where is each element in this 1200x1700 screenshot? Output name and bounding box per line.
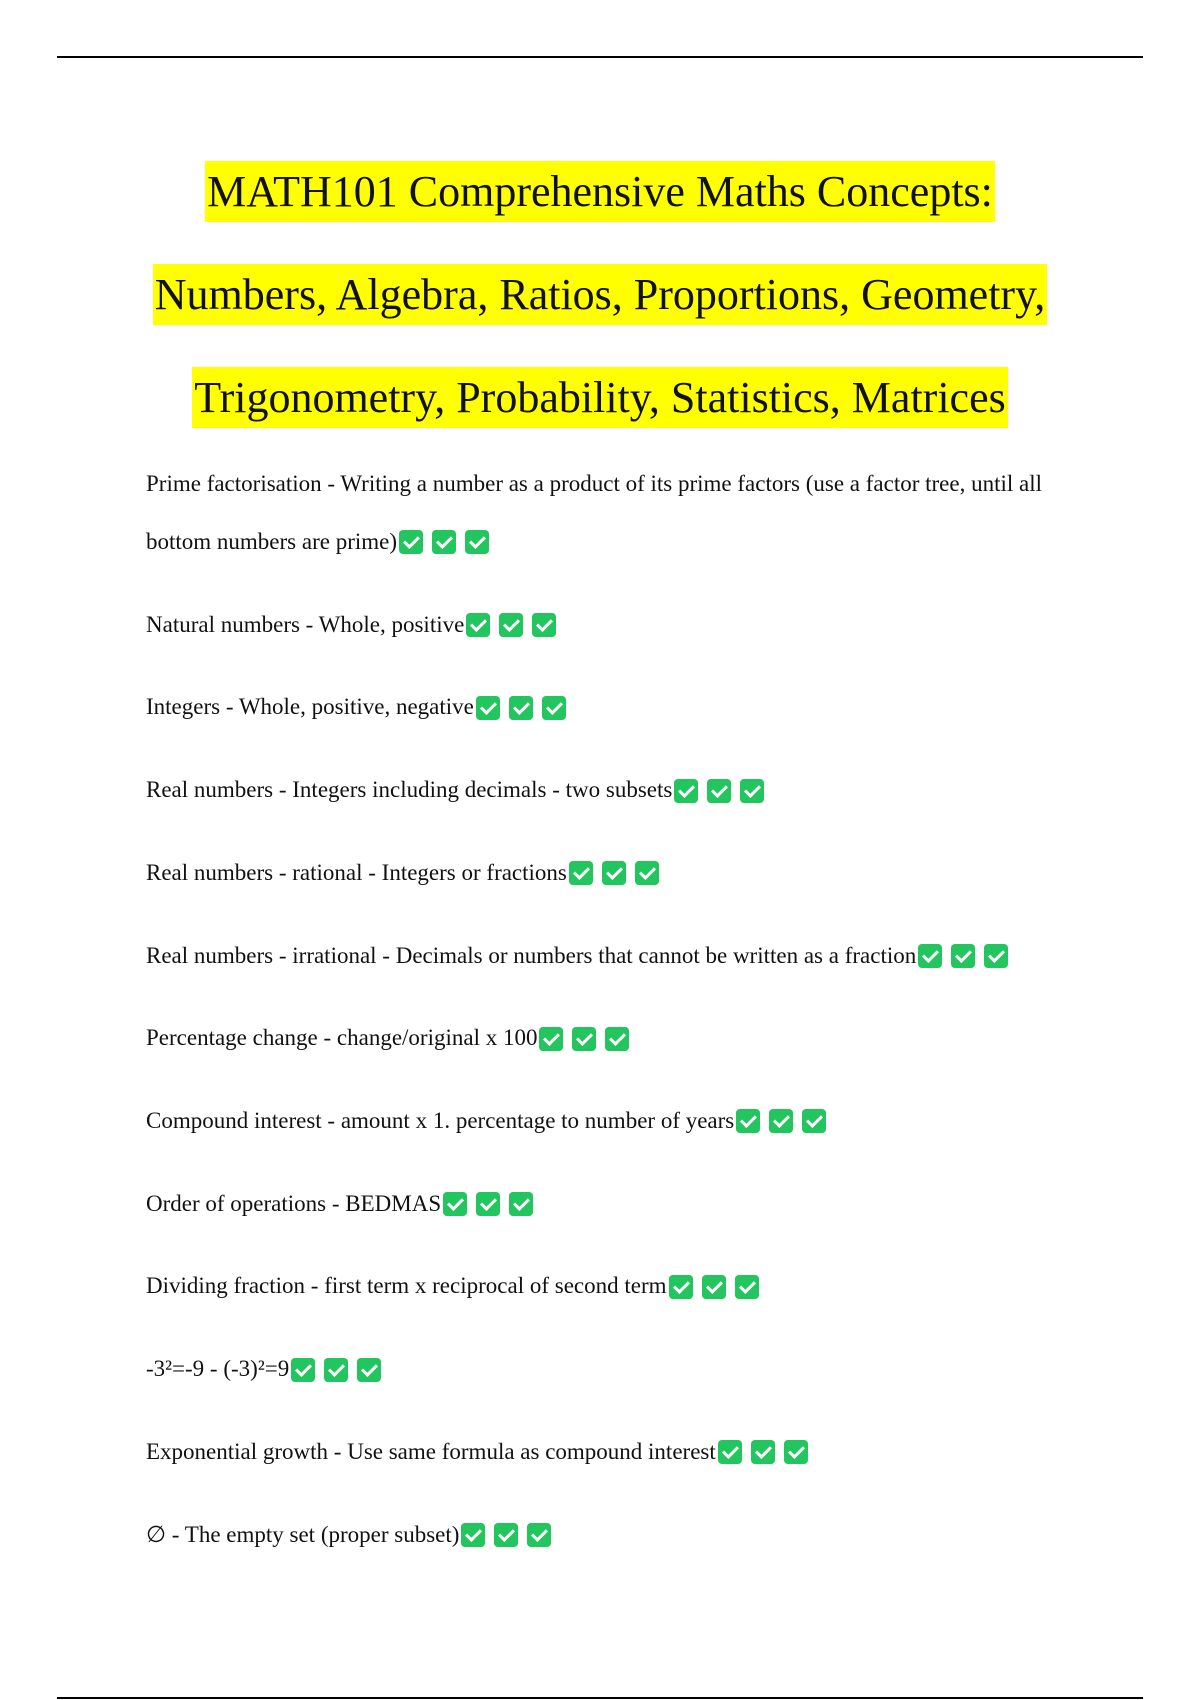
- flashcard-list: [146, 455, 1086, 1588]
- check-mark-icon: [605, 1027, 629, 1051]
- check-mark-icon: [635, 861, 659, 885]
- check-group: [669, 1259, 768, 1317]
- entry-text: Real numbers - irrational - Decimals or numbers that cannot be written as a fraction: [146, 942, 917, 968]
- check-mark-icon: [291, 1358, 315, 1382]
- top-rule: [57, 56, 1143, 58]
- entry-text: -3²=-9 - (-3)²=9: [146, 1356, 290, 1382]
- check-group: [291, 1342, 390, 1400]
- check-group: [918, 928, 1017, 986]
- check-group: [466, 597, 565, 655]
- flashcard-entry: [146, 1340, 1086, 1400]
- check-mark-icon: [527, 1523, 551, 1547]
- flashcard-entry: [146, 1175, 1086, 1235]
- check-mark-icon: [702, 1275, 726, 1299]
- check-mark-icon: [707, 779, 731, 803]
- flashcard-entry: [146, 678, 1086, 738]
- check-mark-icon: [569, 861, 593, 885]
- check-mark-icon: [718, 1440, 742, 1464]
- check-mark-icon: [674, 779, 698, 803]
- bottom-rule: [57, 1697, 1143, 1699]
- flashcard-entry: [146, 844, 1086, 904]
- check-mark-icon: [918, 944, 942, 968]
- entry-text: Prime factorisation - Writing a number as a product of its prime factors (use a factor tree, until all bottom numbers are prime): [146, 471, 1042, 554]
- flashcard-entry: [146, 927, 1086, 987]
- check-group: [539, 1011, 638, 1069]
- title-line: MATH101 Comprehensive Maths Concepts:: [0, 140, 1200, 243]
- check-mark-icon: [357, 1358, 381, 1382]
- flashcard-entry: [146, 1423, 1086, 1483]
- check-mark-icon: [572, 1027, 596, 1051]
- flashcard-entry: [146, 1009, 1086, 1069]
- flashcard-entry: [146, 455, 1086, 573]
- flashcard-entry: [146, 1092, 1086, 1152]
- check-group: [443, 1176, 542, 1234]
- check-mark-icon: [399, 530, 423, 554]
- check-mark-icon: [751, 1440, 775, 1464]
- check-mark-icon: [542, 696, 566, 720]
- check-mark-icon: [476, 696, 500, 720]
- check-mark-icon: [735, 1275, 759, 1299]
- check-mark-icon: [802, 1109, 826, 1133]
- flashcard-entry: [146, 1506, 1086, 1566]
- check-mark-icon: [443, 1192, 467, 1216]
- title-line: Numbers, Algebra, Ratios, Proportions, Geometry,: [0, 243, 1200, 346]
- check-mark-icon: [669, 1275, 693, 1299]
- check-group: [476, 680, 575, 738]
- check-mark-icon: [476, 1192, 500, 1216]
- check-group: [569, 846, 668, 904]
- entry-text: Real numbers - rational - Integers or fractions: [146, 859, 567, 885]
- flashcard-entry: [146, 761, 1086, 821]
- flashcard-entry: [146, 1257, 1086, 1317]
- check-mark-icon: [461, 1523, 485, 1547]
- check-group: [399, 515, 498, 573]
- check-group: [674, 763, 773, 821]
- check-mark-icon: [499, 613, 523, 637]
- entry-text: Exponential growth - Use same formula as compound interest: [146, 1438, 716, 1464]
- check-mark-icon: [784, 1440, 808, 1464]
- check-mark-icon: [602, 861, 626, 885]
- check-mark-icon: [539, 1027, 563, 1051]
- document-title: [0, 140, 1200, 449]
- check-mark-icon: [984, 944, 1008, 968]
- check-mark-icon: [740, 779, 764, 803]
- entry-text: ∅ - The empty set (proper subset): [146, 1521, 460, 1547]
- check-mark-icon: [736, 1109, 760, 1133]
- check-group: [461, 1507, 560, 1565]
- check-mark-icon: [509, 1192, 533, 1216]
- entry-text: Natural numbers - Whole, positive: [146, 611, 465, 637]
- check-mark-icon: [432, 530, 456, 554]
- check-group: [718, 1425, 817, 1483]
- check-mark-icon: [494, 1523, 518, 1547]
- check-mark-icon: [509, 696, 533, 720]
- check-group: [736, 1094, 835, 1152]
- check-mark-icon: [769, 1109, 793, 1133]
- entry-text: Real numbers - Integers including decimals - two subsets: [146, 777, 673, 803]
- entry-text: Percentage change - change/original x 100: [146, 1025, 538, 1051]
- check-mark-icon: [465, 530, 489, 554]
- title-line: Trigonometry, Probability, Statistics, Matrices: [0, 346, 1200, 449]
- entry-text: Dividing fraction - first term x reciprocal of second term: [146, 1273, 667, 1299]
- entry-text: Order of operations - BEDMAS: [146, 1190, 442, 1216]
- check-mark-icon: [951, 944, 975, 968]
- check-mark-icon: [324, 1358, 348, 1382]
- entry-text: Integers - Whole, positive, negative: [146, 694, 474, 720]
- entry-text: Compound interest - amount x 1. percentage to number of years: [146, 1108, 735, 1134]
- check-mark-icon: [466, 613, 490, 637]
- check-mark-icon: [532, 613, 556, 637]
- flashcard-entry: [146, 596, 1086, 656]
